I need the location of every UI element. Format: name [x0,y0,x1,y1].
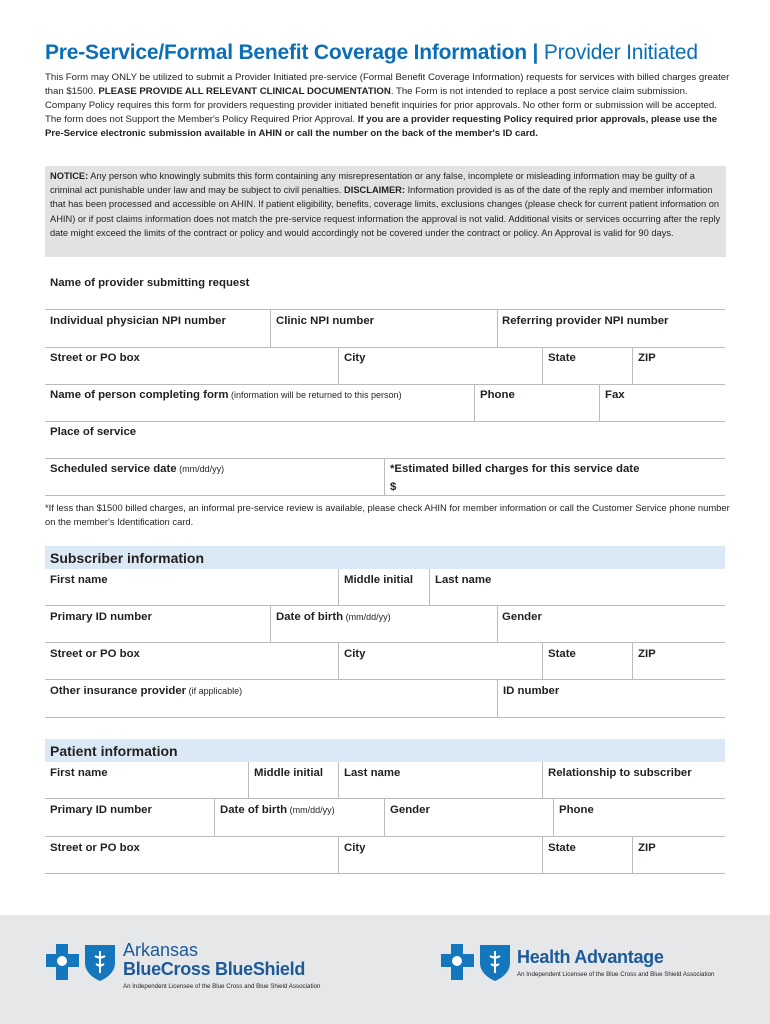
divider [214,799,215,836]
disclaimer-text: Information provided is as of the date of the reply and member information that has been processed and accessible on AHIN. If patient eligibility, benefits, coverage limits, exclusions changes (please check for current patient information on AHIN) or if post claims information does not match the pre-service request information the approval is not valid. Additional visits or services occurring after the reply date might exceed the limits of the contract or policy and would accordingly not be covered under the contract or policy. An Approval is valid for 90 days. [50,185,721,238]
provider-name-field[interactable]: Name of provider submitting request [50,277,250,289]
divider [632,837,633,873]
divider [45,495,725,496]
divider [542,643,543,679]
subscriber-first-name-field[interactable]: First name [50,574,108,586]
subscriber-zip-field[interactable]: ZIP [638,648,656,660]
divider [45,309,725,310]
scheduled-label: Scheduled service date [50,463,177,475]
divider [599,385,600,421]
subscriber-heading: Subscriber information [45,546,725,569]
divider [497,680,498,717]
relationship-field[interactable]: Relationship to subscriber [548,767,692,779]
intro-text-1: This Form may ONLY be utilized to submit a Provider Initiated pre-service (Formal Benefit Coverage Information) requests for services with billed charges greater than $1500. [45,72,730,97]
patient-street-field[interactable]: Street or PO box [50,842,140,854]
logo-brand-name: BlueCross BlueShield [123,959,306,979]
other-insurance-hint: (if applicable) [186,686,243,696]
divider [542,348,543,384]
divider [45,384,725,385]
bcbs-cross-shield-icon [45,942,117,982]
logo-state-name: Arkansas [123,940,199,960]
subscriber-state-field[interactable]: State [548,648,576,660]
disclaimer-label: DISCLAIMER: [344,185,405,196]
subscriber-dob-field[interactable] [276,611,391,623]
divider [632,348,633,384]
subscriber-last-name-field[interactable]: Last name [435,574,492,586]
divider [45,642,725,643]
divider [45,347,725,348]
patient-state-field[interactable]: State [548,842,576,854]
patient-last-name-field[interactable]: Last name [344,767,401,779]
provider-city-field[interactable]: City [344,352,366,364]
other-insurance-field[interactable] [50,685,242,697]
divider [45,421,725,422]
divider [270,310,271,347]
subscriber-id-number-field[interactable]: ID number [503,685,560,697]
subscriber-primary-id-field[interactable]: Primary ID number [50,611,152,623]
completing-hint: (information will be returned to this person) [228,390,402,400]
provider-fax-field[interactable]: Fax [605,389,625,401]
scheduled-hint: (mm/dd/yy) [176,464,225,474]
divider [338,837,339,873]
patient-phone-field[interactable]: Phone [559,804,594,816]
estimated-charges-field[interactable]: *Estimated billed charges for this service date [390,463,640,475]
divider [45,798,725,799]
divider [632,643,633,679]
intro-bold-2: If you are a provider requesting Policy required prior approvals, please use the Pre-Service electronic submission available in AHIN or call the number on the back of the member's ID card. [45,114,718,139]
subscriber-gender-field[interactable]: Gender [502,611,542,623]
patient-dob-hint: (mm/dd/yy) [287,805,335,815]
divider [497,606,498,642]
divider [338,569,339,605]
subscriber-street-field[interactable]: Street or PO box [50,648,140,660]
provider-zip-field[interactable]: ZIP [638,352,656,364]
subscriber-dob-label: Date of birth [276,611,344,623]
divider [542,837,543,873]
patient-dob-label: Date of birth [220,804,288,816]
divider [338,762,339,798]
divider [542,762,543,798]
intro-paragraph [45,71,730,141]
provider-street-field[interactable]: Street or PO box [50,352,140,364]
provider-phone-field[interactable]: Phone [480,389,515,401]
intro-bold-1: PLEASE PROVIDE ALL RELEVANT CLINICAL DOCUMENTATION [98,86,391,97]
patient-gender-field[interactable]: Gender [390,804,430,816]
divider [45,679,725,680]
form-title-sub: Provider Initiated [538,41,698,64]
divider [338,348,339,384]
individual-npi-field[interactable]: Individual physician NPI number [50,315,226,327]
bcbs-cross-shield-icon [440,942,512,982]
subscriber-city-field[interactable]: City [344,648,366,660]
divider [497,310,498,347]
form-title [45,41,698,65]
subscriber-dob-hint: (mm/dd/yy) [343,612,391,622]
subscriber-middle-initial-field[interactable]: Middle initial [344,574,413,586]
patient-dob-field[interactable] [220,804,335,816]
divider [384,799,385,836]
logo-brand-name: Health Advantage [517,947,664,967]
dollar-sign: $ [390,481,397,493]
divider [429,569,430,605]
health-advantage-logo [440,942,730,1002]
divider [45,458,725,459]
divider [45,873,725,874]
place-of-service-field[interactable]: Place of service [50,426,137,438]
patient-first-name-field[interactable]: First name [50,767,108,779]
arkansas-bcbs-logo [45,942,335,1002]
notice-label: NOTICE: [50,171,89,181]
completing-person-field[interactable] [50,389,402,401]
other-insurance-label: Other insurance provider [50,685,187,697]
divider [248,762,249,798]
divider [474,385,475,421]
patient-heading: Patient information [45,739,725,762]
referring-npi-field[interactable]: Referring provider NPI number [502,315,669,327]
footnote: *If less than $1500 billed charges, an informal pre-service review is available, please check AHIN for member information or call the Customer Service phone number on the member's Identification card. [45,502,730,527]
completing-label: Name of person completing form [50,389,229,401]
provider-state-field[interactable]: State [548,352,576,364]
divider [45,717,725,718]
notice-box [45,166,726,257]
divider [45,605,725,606]
form-title-main: Pre-Service/Formal Benefit Coverage Information | [45,41,539,64]
footer [0,915,770,1024]
clinic-npi-field[interactable]: Clinic NPI number [276,315,375,327]
notice-text: Any person who knowingly submits this form containing any misrepresentation or any false, incomplete or misleading information may be guilty of a criminal act punishable under law and may be subject to civil penalties. [50,171,695,196]
divider [338,643,339,679]
divider [384,459,385,495]
intro-text-2: . The Form is not intended to replace a post service claim submission. Company Policy requires this form for providers requesting provider initiated benefit inquiries for prior approvals. No other form or submission will be accepted. The form does not Support the Member's Policy Required Prior Approval. [45,86,717,125]
patient-middle-initial-field[interactable]: Middle initial [254,767,323,779]
divider [270,606,271,642]
patient-zip-field[interactable]: ZIP [638,842,656,854]
logo-licensee-text: An Independent Licensee of the Blue Cross and Blue Shield Association [123,983,321,990]
logo-licensee-text: An Independent Licensee of the Blue Cross and Blue Shield Association [517,971,715,978]
divider [45,836,725,837]
divider [553,799,554,836]
patient-city-field[interactable]: City [344,842,366,854]
patient-primary-id-field[interactable]: Primary ID number [50,804,152,816]
scheduled-date-field[interactable] [50,463,224,475]
